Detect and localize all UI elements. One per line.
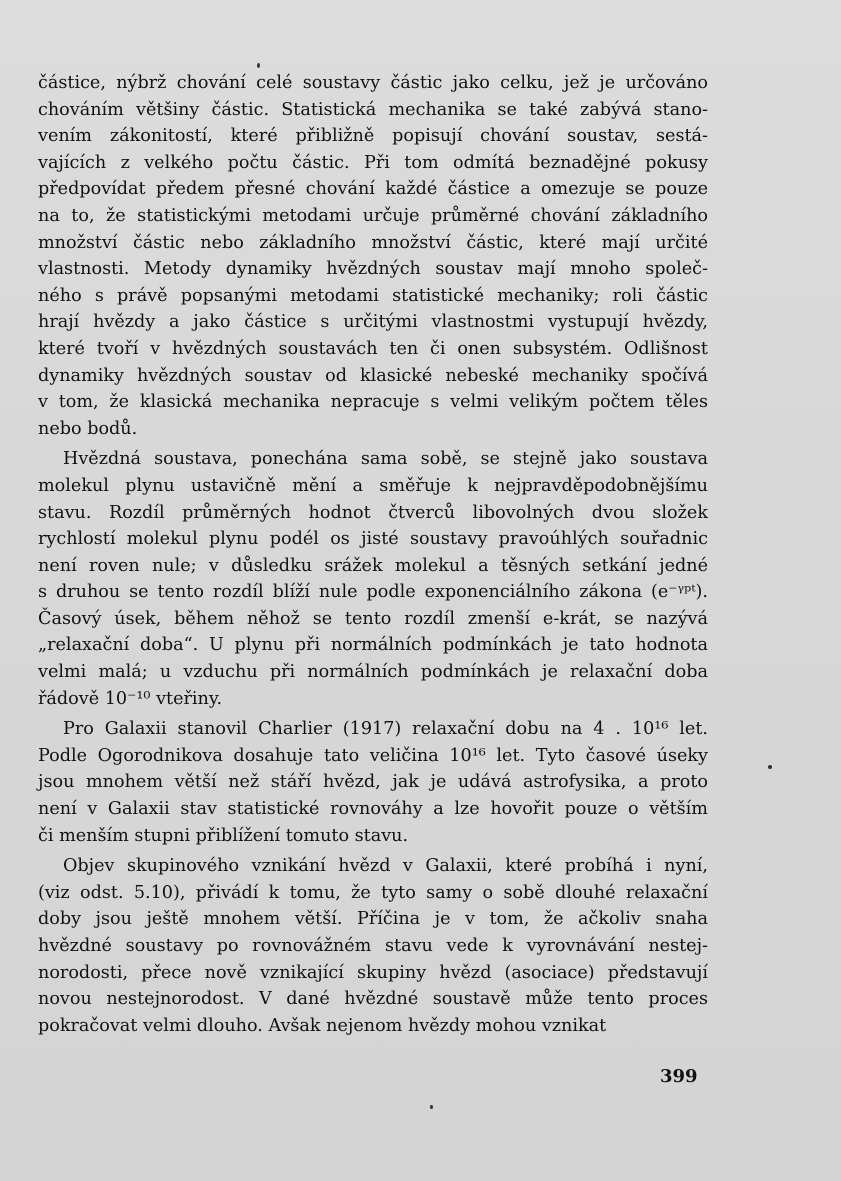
text-line: velmi malá; u vzduchu při normálních podmínkách je relaxační doba: [38, 662, 708, 683]
paragraph: [38, 716, 708, 849]
text-line: či menším stupni přiblížení tomuto stavu.: [38, 825, 409, 846]
text-line: hrají hvězdy a jako částice s určitými vlastnostmi vystupují hvězdy,: [38, 312, 708, 333]
text-line: není roven nule; v důsledku srážek molekul a těsných setkání jedné: [38, 555, 708, 576]
text-line: Objev skupinového vznikání hvězd v Galaxii, které probíhá i nyní,: [63, 856, 708, 877]
paragraph: [38, 70, 708, 442]
scan-speck: [257, 63, 260, 68]
text-line: „relaxační doba“. U plynu při normálních podmínkách je tato hodnota: [38, 635, 708, 656]
text-line: (viz odst. 5.10), přivádí k tomu, že tyto samy o sobě dlouhé relaxační: [38, 882, 708, 903]
text-line: vajících z velkého počtu částic. Při tom odmítá beznadějné pokusy: [38, 152, 708, 173]
paragraph: [38, 853, 708, 1039]
page-number: 399: [660, 1066, 698, 1087]
text-line: vlastnosti. Metody dynamiky hvězdných soustav mají mnoho společ-: [38, 259, 708, 280]
text-line: předpovídat předem přesné chování každé částice a omezuje se pouze: [38, 179, 708, 200]
text-line: jsou mnohem větší než stáří hvězd, jak je udává astrofysika, a proto: [38, 772, 708, 793]
text-line: Časový úsek, během něhož se tento rozdíl zmenší e-krát, se nazývá: [38, 608, 708, 629]
text-line: stavu. Rozdíl průměrných hodnot čtverců libovolných dvou složek: [38, 502, 708, 523]
text-line: doby jsou ještě mnohem větší. Příčina je v tom, že ačkoliv snaha: [38, 909, 708, 930]
text-line: pokračovat velmi dlouho. Avšak nejenom hvězdy mohou vznikat: [38, 1015, 607, 1036]
text-line: částice, nýbrž chování celé soustavy částic jako celku, jež je určováno: [38, 73, 708, 93]
text-line: množství částic nebo základního množství částic, které mají určité: [38, 232, 708, 253]
text-line: molekul plynu ustavičně mění a směřuje k nejpravděpodobnějšímu: [38, 475, 708, 496]
text-line: Pro Galaxii stanovil Charlier (1917) relaxační dobu na 4 . 10¹⁶ let.: [63, 719, 708, 740]
text-line: ného s právě popsanými metodami statistické mechaniky; roli částic: [38, 285, 708, 306]
paragraph: [38, 446, 708, 712]
body-text: [38, 70, 708, 1043]
text-line: v tom, že klasická mechanika nepracuje s velmi velikým počtem těles: [38, 392, 708, 413]
text-line: které tvoří v hvězdných soustavách ten či onen subsystém. Odlišnost: [38, 338, 708, 359]
scan-speck: [430, 1105, 433, 1109]
text-line: chováním většiny částic. Statistická mechanika se také zabývá stano-: [38, 99, 708, 120]
text-line: dynamiky hvězdných soustav od klasické nebeské mechaniky spočívá: [38, 365, 708, 386]
text-line: Podle Ogorodnikova dosahuje tato veličina 10¹⁶ let. Tyto časové úseky: [38, 745, 708, 766]
text-line: není v Galaxii stav statistické rovnováhy a lze hovořit pouze o větším: [38, 799, 708, 820]
text-line: hvězdné soustavy po rovnovážném stavu vede k vyrovnávání nestej-: [38, 936, 708, 956]
text-line: rychlostí molekul plynu podél os jisté soustavy pravoúhlých souřadnic: [38, 529, 708, 550]
text-line: řádově 10⁻¹⁰ vteřiny.: [38, 688, 223, 709]
text-line: vením zákonitostí, které přibližně popisují chování soustav, sestá-: [38, 126, 708, 147]
scan-speck: [768, 765, 772, 769]
text-line: Hvězdná soustava, ponechána sama sobě, se stejně jako soustava: [63, 449, 708, 470]
text-line: norodosti, přece nově vznikající skupiny hvězd (asociace) představují: [38, 962, 708, 983]
text-line: novou nestejnorodost. V dané hvězdné soustavě může tento proces: [38, 989, 708, 1010]
text-line: nebo bodů.: [38, 418, 138, 439]
text-line: s druhou se tento rozdíl blíží nule podle exponenciálního zákona (e⁻ᵞᵖᵗ).: [38, 582, 708, 603]
text-line: na to, že statistickými metodami určuje průměrné chování základního: [38, 205, 708, 226]
